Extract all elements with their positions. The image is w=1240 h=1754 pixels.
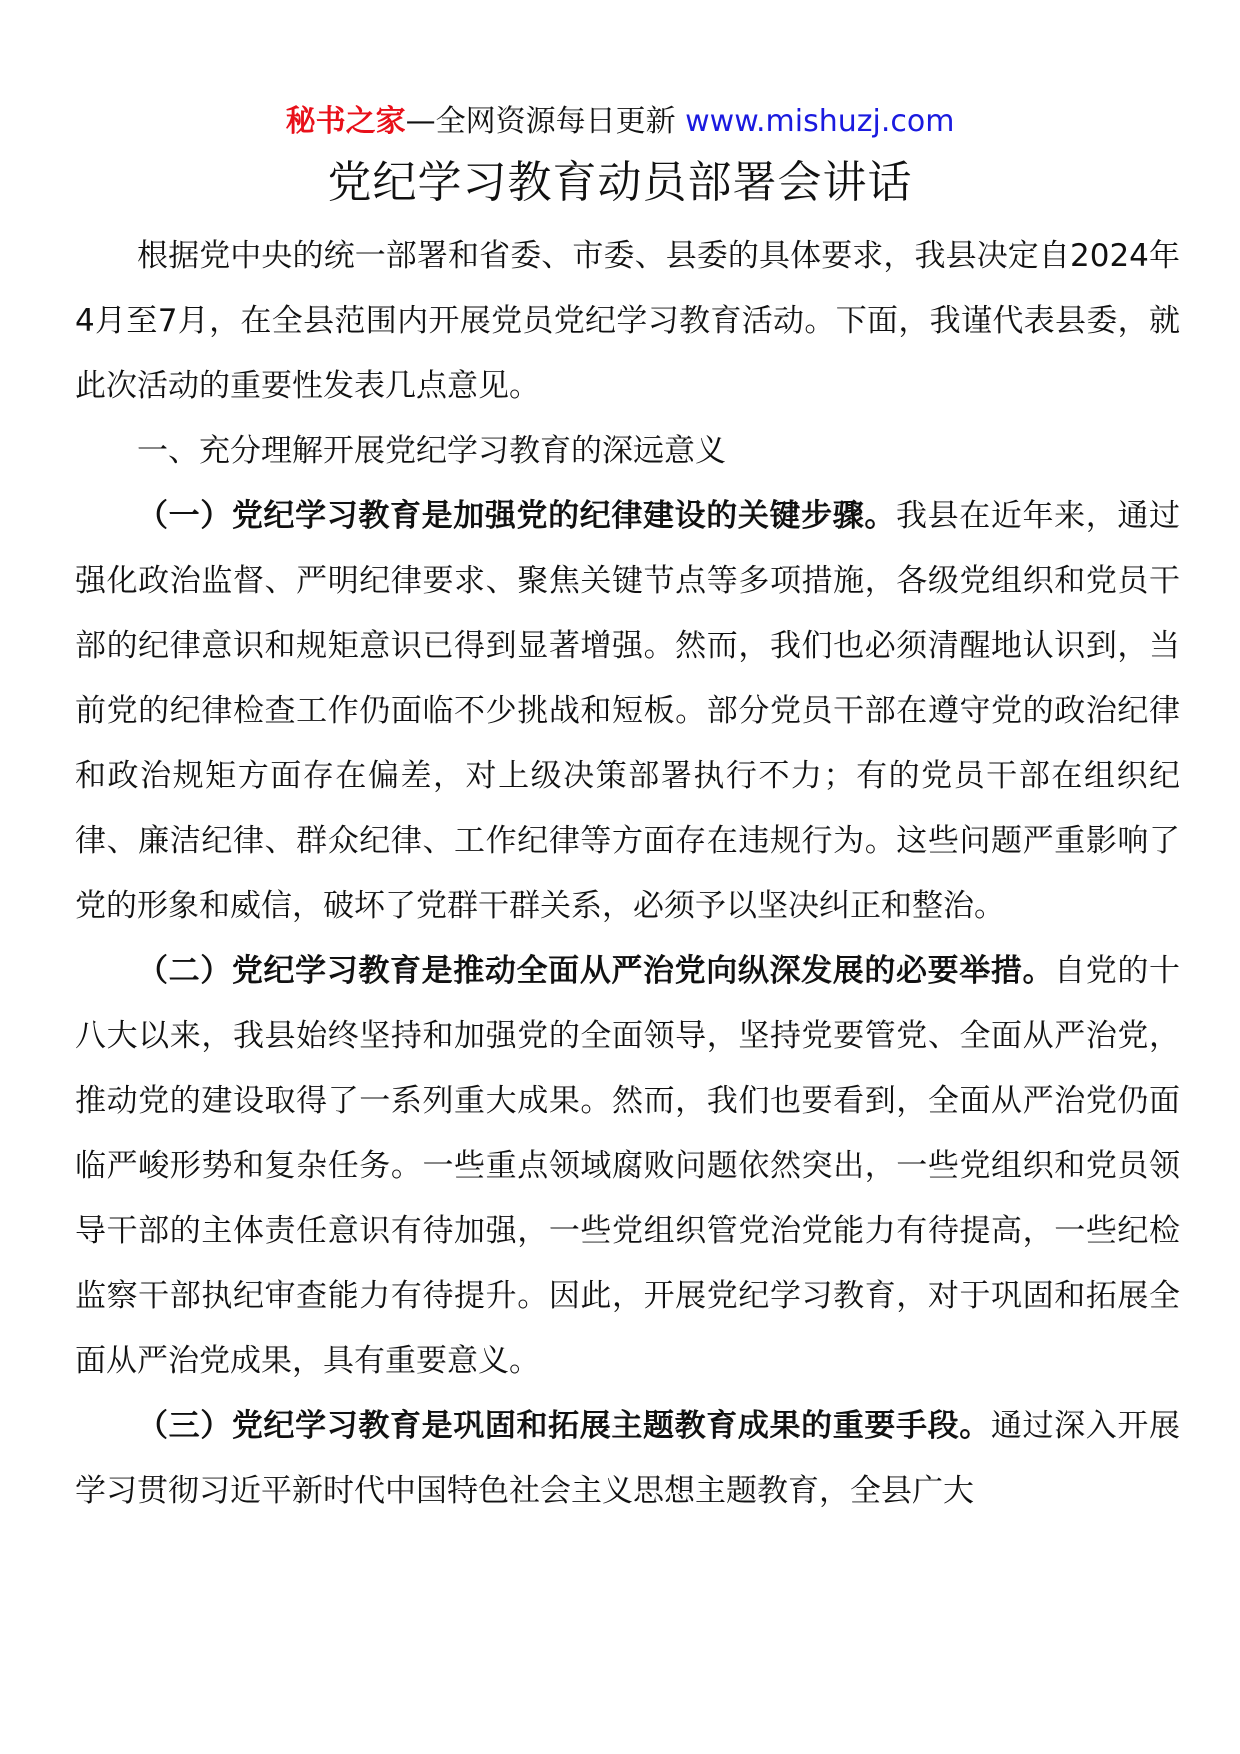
- paragraph-item-3: [75, 1394, 1180, 1524]
- brand-slogan: —全网资源每日更新: [405, 104, 676, 139]
- brand-name: 秘书之家: [285, 104, 406, 139]
- item-lead-3: （三）党纪学习教育是巩固和拓展主题教育成果的重要手段。: [137, 1408, 991, 1444]
- site-banner: [60, 100, 1180, 144]
- item-body-2: 自党的十八大以来，我县始终坚持和加强党的全面领导，坚持党要管党、全面从严治党，推动党的建设取得了一系列重大成果。然而，我们也要看到，全面从严治党仍面临严峻形势和复杂任务。一些重点领域腐败问题依然突出，一些党组织和党员领导干部的主体责任意识有待加强，一些党组织管党治党能力有待提高，一些纪检监察干部执纪审查能力有待提升。因此，开展党纪学习教育，对于巩固和拓展全面从严治党成果，具有重要意义。: [75, 953, 1180, 1379]
- document-title: 党纪学习教育动员部署会讲话: [327, 157, 913, 208]
- site-url-link[interactable]: www.mishuzj.com: [685, 104, 955, 139]
- paragraph-item-2: [75, 939, 1180, 1394]
- paragraph-item-1: [75, 484, 1180, 939]
- item-body-3: 通过深入开展学习贯彻习近平新时代中国特色社会主义思想主题教育，全县广大: [75, 1408, 1180, 1509]
- item-lead-1: （一）党纪学习教育是加强党的纪律建设的关键步骤。: [137, 498, 896, 534]
- section-heading-1: 一、充分理解开展党纪学习教育的深远意义: [137, 433, 726, 469]
- intro-paragraph: 根据党中央的统一部署和省委、市委、县委的具体要求，我县决定自2024年4月至7月，在全县范围内开展党员党纪学习教育活动。下面，我谨代表县委，就此次活动的重要性发表几点意见。: [75, 238, 1180, 404]
- item-body-1: 我县在近年来，通过强化政治监督、严明纪律要求、聚焦关键节点等多项措施，各级党组织和党员干部的纪律意识和规矩意识已得到显著增强。然而，我们也必须清醒地认识到，当前党的纪律检查工作仍面临不少挑战和短板。部分党员干部在遵守党的政治纪律和政治规矩方面存在偏差，对上级决策部署执行不力；有的党员干部在组织纪律、廉洁纪律、群众纪律、工作纪律等方面存在违规行为。这些问题严重影响了党的形象和威信，破坏了党群干群关系，必须予以坚决纠正和整治。: [75, 498, 1180, 924]
- item-lead-2: （二）党纪学习教育是推动全面从严治党向纵深发展的必要举措。: [137, 953, 1055, 989]
